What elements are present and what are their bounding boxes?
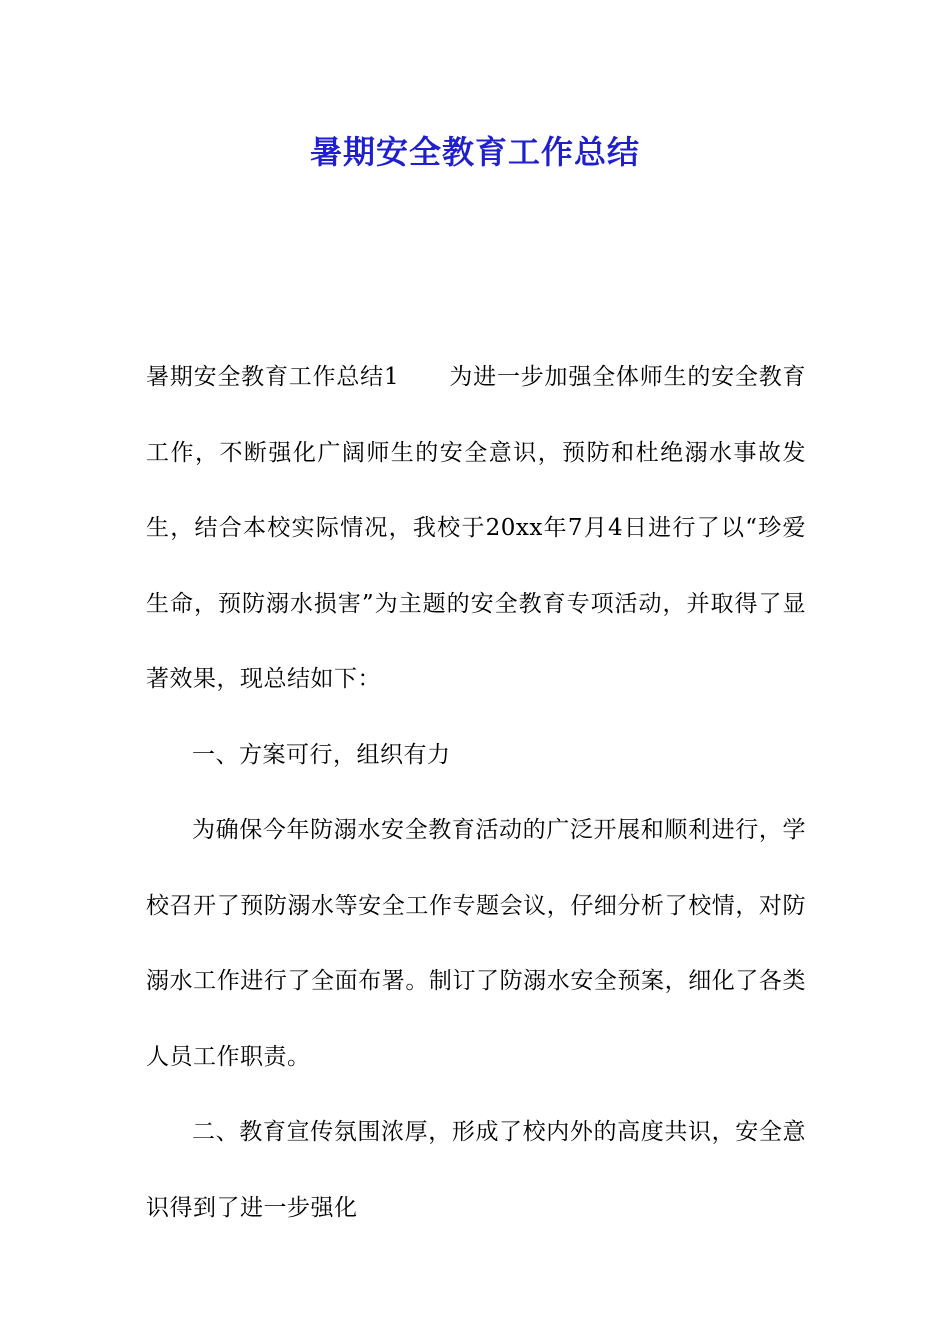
paragraph-intro-lead: 暑期安全教育工作总结1 xyxy=(146,364,400,390)
document-body xyxy=(146,340,806,1246)
paragraph-intro xyxy=(146,340,806,718)
section-heading-1: 一、方案可行，组织有力 xyxy=(192,741,451,768)
document-title: 暑期安全教育工作总结 xyxy=(309,133,640,171)
section-heading-2: 二、教育宣传氛围浓厚，形成了校内外的高度共识，安全意识得到了进一步强化 xyxy=(146,1119,806,1221)
paragraph-section-1: 为确保今年防溺水安全教育活动的广泛开展和顺利进行，学校召开了预防溺水等安全工作专题会议，仔细分析了校情，对防溺水工作进行了全面布署。制订了防溺水安全预案，细化了各类人员工作职责。 xyxy=(146,817,806,1070)
paragraph-intro-text: 为进一步加强全体师生的安全教育工作，不断强化广阔师生的安全意识，预防和杜绝溺水事故发生，结合本校实际情况，我校于20xx年7月4日进行了以“珍爱生命，预防溺水损害”为主题的安全教育专项活动，并取得了显著效果，现总结如下： xyxy=(146,364,806,692)
